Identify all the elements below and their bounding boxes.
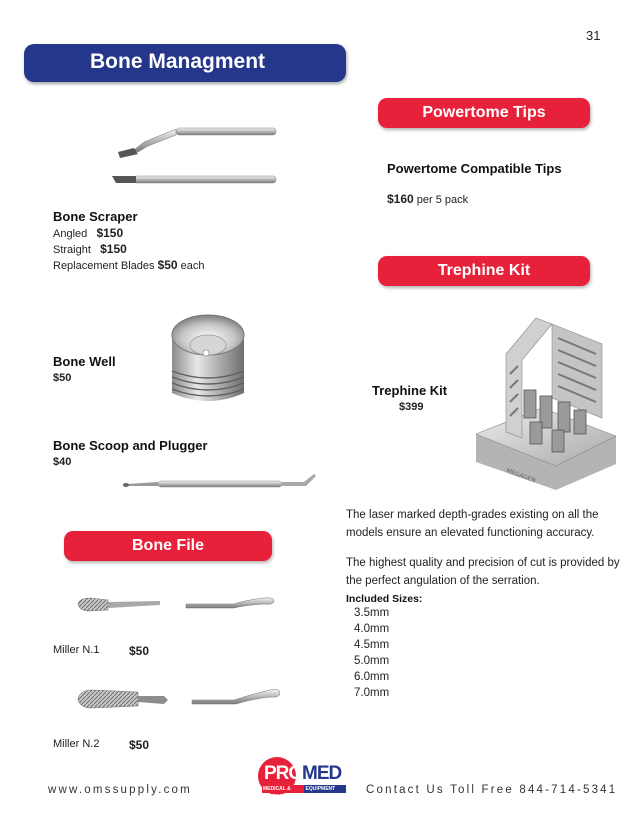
footer-website[interactable]: www.omssupply.com <box>48 784 192 796</box>
powertome-price-suffix: per 5 pack <box>416 194 469 206</box>
powertome-price-line <box>387 192 468 206</box>
sizes-list <box>354 605 389 701</box>
section-title: Bone File <box>131 537 204 554</box>
logo-tagline-right: EQUIPMENT SALES <box>304 785 346 793</box>
miller-n1-image <box>74 592 278 618</box>
trephine-description-2: The highest quality and precision of cut is provided by the perfect angulation of the serration. <box>346 557 620 587</box>
miller-n2-image <box>74 684 284 714</box>
size-item: 3.5mm <box>354 607 390 619</box>
section-banner-powertome <box>378 98 590 128</box>
section-title: Powertome Tips <box>422 104 546 121</box>
powertome-price: $160 <box>387 192 414 206</box>
miller-n2-name: Miller N.2 <box>53 738 100 750</box>
bone-scoop-title: Bone Scoop and Plugger <box>53 438 208 453</box>
trephine-kit-image <box>466 314 618 490</box>
replacement-label: Replacement Blades <box>53 260 155 272</box>
size-item: 5.0mm <box>354 655 390 667</box>
replacement-blades <box>53 258 205 272</box>
promed-logo <box>258 757 348 800</box>
bone-well-title: Bone Well <box>53 354 116 369</box>
bone-well-image <box>162 305 254 407</box>
section-title: Bone Managment <box>90 50 266 73</box>
footer-contact: Contact Us Toll Free 844-714-5341 <box>366 784 618 796</box>
logo-med: MED <box>302 763 342 784</box>
trephine-price: $399 <box>399 401 424 413</box>
angled-label: Angled <box>53 228 88 240</box>
trephine-description-1: The laser marked depth-grades existing on all the models ensure an elevated functioning accuracy. <box>346 509 599 539</box>
svg-text:MEGAGEN: MEGAGEN <box>505 467 537 485</box>
logo-tagline-left: MEDICAL & DENTAL <box>262 785 304 793</box>
bone-well-price: $50 <box>53 372 72 384</box>
section-banner-trephine <box>378 256 590 286</box>
size-item: 7.0mm <box>354 687 390 699</box>
logo-pro: PRO <box>264 763 303 784</box>
straight-price: $150 <box>100 242 127 256</box>
miller-n2-price: $50 <box>129 738 150 752</box>
section-title: Trephine Kit <box>437 262 531 279</box>
page-number: 31 <box>586 28 601 43</box>
size-item: 4.0mm <box>354 623 390 635</box>
bone-scraper-straight <box>53 242 127 256</box>
logo-tagline <box>262 785 346 800</box>
powertome-title: Powertome Compatible Tips <box>387 161 562 176</box>
trephine-title: Trephine Kit <box>372 383 448 398</box>
miller-n2 <box>53 738 150 752</box>
bone-scraper-angled <box>53 226 123 240</box>
miller-n1 <box>53 644 150 658</box>
bone-scraper-image <box>104 118 280 194</box>
bone-scoop-image <box>118 470 318 496</box>
replacement-price: $50 <box>157 258 178 272</box>
included-sizes-label: Included Sizes: <box>346 593 423 605</box>
miller-n1-price: $50 <box>129 644 150 658</box>
section-banner-bone-management <box>24 44 346 82</box>
miller-n1-name: Miller N.1 <box>53 644 100 656</box>
bone-scoop-price: $40 <box>53 456 72 468</box>
straight-label: Straight <box>53 244 91 256</box>
bone-scraper-title: Bone Scraper <box>53 209 138 224</box>
section-banner-bone-file <box>64 531 272 561</box>
angled-price: $150 <box>96 226 124 240</box>
replacement-suffix: each <box>180 260 205 272</box>
size-item: 6.0mm <box>354 671 390 683</box>
size-item: 4.5mm <box>354 639 390 651</box>
